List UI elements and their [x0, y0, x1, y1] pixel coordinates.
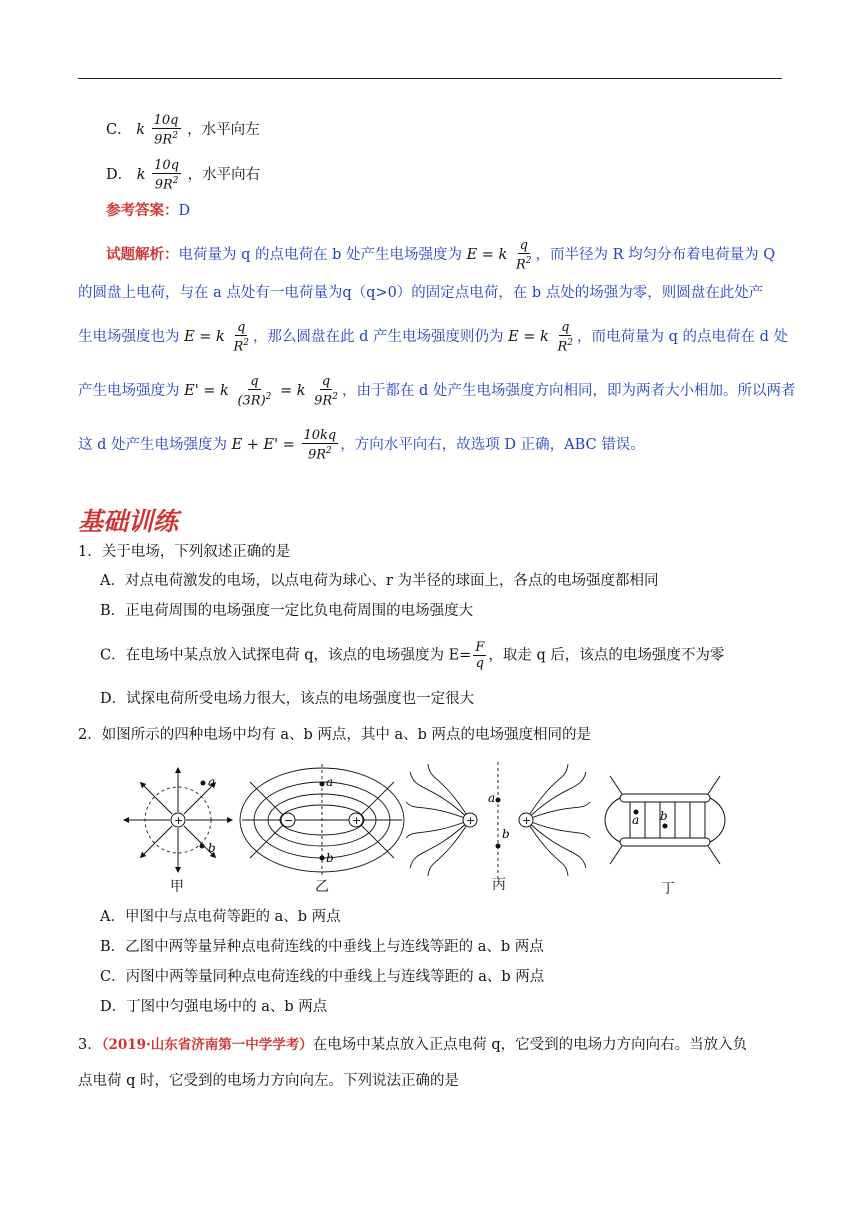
q2-option-c: C．丙图中两等量同种点电荷连线的中垂线上与连线等距的 a、b 两点 — [100, 969, 545, 985]
fraction — [302, 428, 339, 462]
exponent: 2 — [326, 446, 332, 456]
option-text: ，水平向右 — [187, 167, 261, 184]
fraction-denominator — [306, 444, 334, 462]
den-base: R — [515, 257, 526, 273]
analysis-text: ，那么圆盘在此 d 产生电场强度则仍为 — [253, 329, 504, 346]
analysis-text: ，方向水平向右，故选项 D 正确，ABC 错误。 — [340, 437, 645, 454]
den-base: R — [557, 339, 568, 355]
point-b-label: b — [326, 851, 334, 865]
fraction — [312, 374, 340, 408]
q3-line-2: 点电荷 q 时，它受到的电场力方向向左。下列说法正确的是 — [78, 1073, 459, 1089]
fraction — [231, 320, 251, 354]
fraction — [555, 320, 575, 354]
fraction — [152, 158, 181, 192]
fraction-numerator: 10q — [153, 113, 179, 128]
coef-k: k — [136, 122, 146, 139]
point-a-label: a — [632, 813, 640, 827]
figure-label-yi: 乙 — [315, 879, 329, 895]
q3-line-1 — [78, 1034, 747, 1056]
analysis-text: ，而半径为 R 均匀分布着电荷量为 Q — [535, 247, 776, 264]
analysis-text: 这 d 处产生电场强度为 — [78, 437, 227, 454]
fraction — [514, 238, 534, 272]
header-rule — [78, 78, 782, 79]
analysis-line-1 — [106, 238, 775, 272]
fraction-numerator: 10kq — [303, 428, 337, 443]
option-c — [106, 113, 260, 147]
analysis-text: 产生电场强度为 — [78, 383, 180, 400]
formula: E = k — [466, 247, 508, 264]
question-text: 关于电场，下列叙述正确的是 — [101, 544, 291, 560]
option-text: C．在电场中某点放入试探电荷 q，该点的电场强度为 E= — [100, 647, 472, 664]
plus-sign: + — [174, 814, 184, 827]
exponent: 2 — [265, 392, 272, 402]
answer-value: D — [178, 203, 191, 219]
fraction-numerator: F — [475, 640, 485, 655]
question-number: 2． — [78, 727, 102, 743]
analysis-text: ，由于都在 d 处产生电场强度方向相同，即为两者大小相加。所以两者 — [341, 383, 796, 400]
option-d — [106, 158, 260, 192]
den-base: 9R — [154, 132, 173, 148]
formula: = k — [280, 383, 306, 400]
q1-option-b: B．正电荷周围的电场强度一定比负电荷周围的电场强度大 — [100, 603, 474, 619]
question-number: 3． — [78, 1037, 102, 1053]
q2-option-a: A．甲图中与点电荷等距的 a、b 两点 — [100, 909, 341, 925]
den-base: 9R — [154, 177, 173, 193]
point-a-label: a — [208, 775, 216, 789]
exponent: 2 — [172, 131, 178, 141]
q2-stem — [78, 724, 591, 746]
den-base: 9R — [307, 447, 327, 463]
exponent: 2 — [243, 338, 249, 348]
question-text: 如图所示的四种电场中均有 a、b 两点，其中 a、b 两点的电场强度相同的是 — [101, 727, 592, 743]
fraction-numerator: q — [250, 374, 259, 389]
figure-label-ding: 丁 — [661, 881, 675, 897]
figure-bing — [406, 762, 590, 878]
fraction-numerator: q — [561, 320, 570, 335]
analysis-line-2 — [78, 282, 763, 304]
fraction-denominator — [514, 254, 534, 272]
q1-option-a: A．对点电荷激发的电场，以点电荷为球心、r 为半径的球面上，各点的电场强度都相同 — [100, 573, 659, 589]
fraction-numerator: 10q — [154, 158, 180, 173]
answer-label: 参考答案： — [106, 202, 179, 219]
analysis-text: ，而电荷量为 q 的点电荷在 d 处 — [577, 329, 788, 346]
answer-line — [106, 200, 190, 222]
section-title: 基础训练 — [78, 507, 179, 536]
option-text: ，取走 q 后，该点的电场强度不为零 — [488, 647, 725, 664]
minus-sign: − — [284, 814, 294, 827]
option-letter: D． — [106, 167, 133, 184]
question-text: 在电场中某点放入正点电荷 q，它受到的电场力方向向右。当放入负 — [312, 1037, 748, 1053]
analysis-label: 试题解析： — [106, 246, 179, 264]
fraction-numerator: q — [519, 238, 528, 253]
q2-option-b: B．乙图中两等量异种点电荷连线的中垂线上与连线等距的 a、b 两点 — [100, 939, 544, 955]
formula: E = k — [184, 329, 225, 346]
den-base: 9R — [314, 393, 333, 409]
question-source: （2019·山东省济南第一中学学考） — [101, 1037, 313, 1053]
fraction-denominator — [555, 336, 575, 354]
point-b-label: b — [502, 827, 510, 841]
analysis-line-5 — [78, 428, 645, 462]
figure-jia — [126, 770, 230, 870]
analysis-text: 电荷量为 q 的点电荷在 b 处产生电场强度为 — [178, 247, 462, 264]
fraction-denominator: q — [475, 656, 484, 671]
point-a-label: a — [488, 791, 496, 805]
question-number: 1． — [78, 544, 102, 560]
plus-sign: + — [522, 814, 532, 827]
fraction — [235, 374, 273, 408]
formula: E = k — [508, 329, 549, 346]
point-b-label: b — [660, 809, 668, 823]
coef-k: k — [136, 167, 146, 184]
formula: E' = k — [184, 383, 229, 400]
analysis-line-3 — [78, 320, 788, 354]
analysis-text: 的圆盘上电荷，与在 a 点处有一电荷量为q（q>0）的固定点电荷，在 b 点处的场强为零，则圆盘在此处产 — [78, 285, 764, 301]
fraction-numerator: q — [237, 320, 246, 335]
exponent: 2 — [332, 392, 338, 402]
fraction-numerator: q — [321, 374, 331, 389]
analysis-text: 生电场强度也为 — [78, 329, 180, 346]
fraction-denominator — [235, 390, 273, 408]
den-base: (3R) — [237, 393, 266, 409]
fraction-denominator — [153, 174, 181, 192]
fraction — [152, 113, 181, 147]
exponent: 2 — [567, 338, 573, 348]
point-a-label: a — [326, 775, 334, 789]
figure-label-bing: 丙 — [492, 877, 506, 893]
plus-sign: + — [352, 814, 362, 827]
den-base: R — [233, 339, 244, 355]
fraction-denominator — [312, 390, 340, 408]
point-b-label: b — [208, 841, 216, 855]
fraction — [473, 640, 486, 671]
plus-sign: + — [466, 814, 476, 827]
formula: E + E' = — [231, 437, 295, 454]
fraction-denominator — [231, 336, 251, 354]
q2-option-d: D．丁图中匀强电场中的 a、b 两点 — [100, 999, 328, 1015]
fraction-denominator — [152, 129, 180, 147]
option-letter: C． — [106, 122, 132, 139]
exponent: 2 — [525, 256, 532, 266]
figure-label-jia: 甲 — [170, 879, 184, 895]
q1-option-d: D．试探电荷所受电场力很大，该点的电场强度也一定很大 — [100, 691, 475, 707]
option-text: ，水平向左 — [187, 122, 260, 139]
exponent: 2 — [172, 176, 179, 186]
analysis-line-4 — [78, 374, 795, 408]
q1-stem — [78, 541, 290, 563]
q1-option-c — [100, 640, 724, 671]
